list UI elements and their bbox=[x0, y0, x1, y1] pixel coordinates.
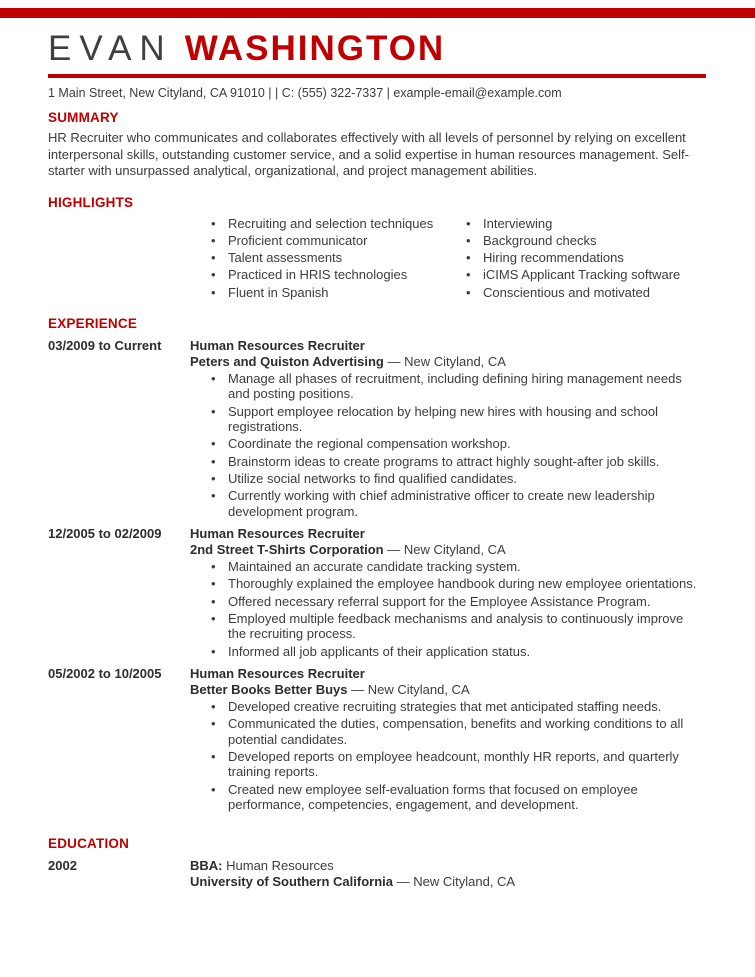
highlights-column-2 bbox=[465, 214, 693, 301]
job-bullet: • Developed creative recruiting strategies that met anticipated staffing needs. bbox=[210, 699, 702, 714]
name-underline-rule bbox=[48, 74, 706, 78]
summary-heading: SUMMARY bbox=[48, 110, 119, 125]
job-bullet: • Currently working with chief administrative officer to create new leadership development program. bbox=[210, 488, 702, 519]
job-title: Human Resources Recruiter bbox=[190, 526, 365, 542]
highlight-item: • Practiced in HRIS technologies bbox=[210, 267, 438, 282]
job-bullet: • Developed reports on employee headcount, monthly HR reports, and quarterly training reports. bbox=[210, 749, 702, 780]
company-location-separator: — bbox=[387, 354, 401, 370]
job-body bbox=[190, 666, 702, 812]
job-company: Better Books Better Buys bbox=[190, 682, 348, 698]
job-bullet: • Brainstorm ideas to create programs to attract highly sought-after job skills. bbox=[210, 454, 702, 469]
first-name: EVAN bbox=[48, 29, 173, 68]
job-bullet: • Employed multiple feedback mechanisms and analysis to continuously improve the recruiting process. bbox=[210, 611, 702, 642]
job-location: New Cityland, CA bbox=[367, 682, 470, 698]
job-company-line bbox=[190, 354, 702, 369]
contact-line: 1 Main Street, New Cityland, CA 91010 | | C: (555) 322-7337 | example-email@example.com bbox=[48, 86, 562, 100]
job-title: Human Resources Recruiter bbox=[190, 338, 365, 354]
highlight-item: • iCIMS Applicant Tracking software bbox=[465, 267, 693, 282]
education-body bbox=[190, 858, 702, 889]
education-year: 2002 bbox=[48, 858, 77, 874]
highlights-columns bbox=[210, 214, 707, 301]
top-accent-bar bbox=[0, 8, 755, 18]
job-bullet: • Offered necessary referral support for the Employee Assistance Program. bbox=[210, 594, 702, 609]
job-bullet: • Maintained an accurate candidate tracking system. bbox=[210, 559, 702, 574]
highlight-item: • Interviewing bbox=[465, 216, 693, 231]
experience-section bbox=[48, 316, 707, 812]
highlight-item: • Conscientious and motivated bbox=[465, 285, 693, 300]
job-bullet-list bbox=[210, 699, 702, 812]
summary-text: HR Recruiter who communicates and collaborates effectively with all levels of personnel by relying on excellent interpersonal skills, outstanding customer service, and a solid expertise in human resources management. Self-starter with unsurpassed analytical, organizational, and project management abilities. bbox=[48, 130, 689, 178]
education-heading: EDUCATION bbox=[48, 836, 130, 852]
degree-name: Human Resources bbox=[226, 858, 334, 874]
experience-heading: EXPERIENCE bbox=[48, 316, 138, 332]
education-location: New Cityland, CA bbox=[413, 874, 516, 890]
job-body bbox=[190, 338, 702, 519]
job-entry bbox=[48, 666, 707, 812]
summary-section bbox=[48, 110, 707, 180]
job-dates: 03/2009 to Current bbox=[48, 338, 162, 354]
highlight-item: • Recruiting and selection techniques bbox=[210, 216, 438, 231]
job-body bbox=[190, 526, 702, 659]
job-company: 2nd Street T-Shirts Corporation bbox=[190, 542, 384, 558]
job-entry bbox=[48, 526, 707, 659]
job-location: New Cityland, CA bbox=[403, 542, 506, 558]
job-location: New Cityland, CA bbox=[404, 354, 506, 370]
job-title: Human Resources Recruiter bbox=[190, 666, 365, 682]
job-bullet: • Informed all job applicants of their application status. bbox=[210, 644, 702, 659]
last-name: WASHINGTON bbox=[184, 29, 446, 68]
job-bullet: • Thoroughly explained the employee handbook during new employee orientations. bbox=[210, 576, 702, 591]
job-bullet: • Manage all phases of recruitment, including defining hiring management needs and posting positions. bbox=[210, 371, 702, 402]
highlight-item: • Fluent in Spanish bbox=[210, 285, 438, 300]
job-bullet: • Communicated the duties, compensation, benefits and working conditions to all potential candidates. bbox=[210, 716, 702, 747]
name-heading bbox=[48, 28, 707, 70]
highlight-item: • Background checks bbox=[465, 233, 693, 248]
highlights-heading: HIGHLIGHTS bbox=[48, 194, 134, 210]
degree-label: BBA: bbox=[190, 858, 223, 874]
company-location-separator: — bbox=[351, 682, 365, 698]
job-bullet: • Utilize social networks to find qualified candidates. bbox=[210, 471, 702, 486]
job-entry bbox=[48, 338, 707, 519]
job-bullet: • Coordinate the regional compensation workshop. bbox=[210, 436, 702, 451]
school-line bbox=[190, 874, 702, 889]
job-bullet: • Created new employee self-evaluation forms that focused on employee performance, competencies, engagement, and development. bbox=[210, 782, 702, 813]
highlight-item: • Hiring recommendations bbox=[465, 250, 693, 265]
job-company: Peters and Quiston Advertising bbox=[190, 354, 384, 370]
company-location-separator: — bbox=[387, 542, 401, 558]
job-company-line bbox=[190, 682, 702, 697]
school-location-separator: — bbox=[396, 874, 410, 890]
highlights-section bbox=[48, 195, 707, 301]
job-dates: 05/2002 to 10/2005 bbox=[48, 666, 162, 682]
resume-header bbox=[48, 28, 707, 100]
education-section bbox=[48, 836, 707, 889]
highlights-column-1 bbox=[210, 214, 438, 301]
job-bullet-list bbox=[210, 371, 702, 519]
job-dates: 12/2005 to 02/2009 bbox=[48, 526, 162, 542]
highlight-item: • Proficient communicator bbox=[210, 233, 438, 248]
degree-line bbox=[190, 858, 702, 873]
job-bullet: • Support employee relocation by helping new hires with housing and school registrations. bbox=[210, 404, 702, 435]
education-entry bbox=[48, 858, 707, 889]
job-bullet-list bbox=[210, 559, 702, 659]
school-name: University of Southern California bbox=[190, 874, 393, 890]
job-company-line bbox=[190, 542, 702, 557]
highlight-item: • Talent assessments bbox=[210, 250, 438, 265]
resume-content bbox=[0, 18, 755, 889]
